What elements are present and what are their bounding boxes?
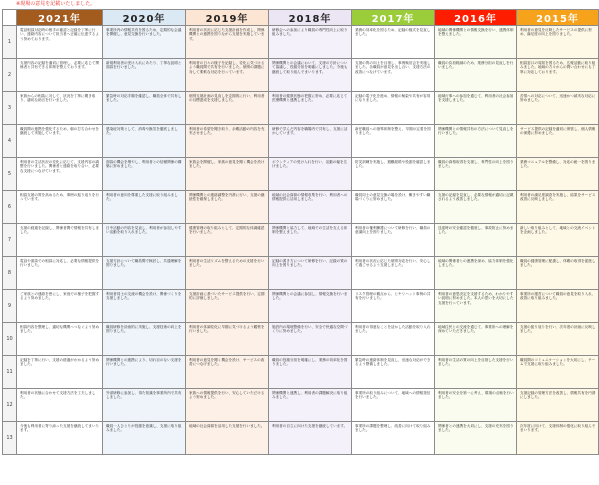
row-number: 5 (3, 158, 17, 191)
year-header-2018: 2018年 (269, 10, 352, 26)
comment-cell: 面談の機会を増やし、利用者との信頼関係の構築に努めました。 (103, 158, 186, 191)
comment-cell: 職員の健康管理に配慮し、休暇の取得を促進しました。 (517, 257, 599, 290)
table-row (3, 323, 599, 356)
row-number: 10 (3, 323, 17, 356)
yearly-comments-table (2, 9, 599, 455)
comment-cell: 地域の社会資源を活用した支援を行いました。 (186, 422, 269, 455)
table-row (3, 158, 599, 191)
comment-cell: 利用者の自立に向けた支援を継続しています。 (269, 422, 352, 455)
comment-cell: 外部研修に参加し、得た知識を事業所内で共有しました。 (103, 389, 186, 422)
comment-cell: 利用者の生活状況の変化に応じて、支援内容の調整を行いました。関係者と連絡を取り合い、必要な支援につなげています。 (17, 158, 103, 191)
year-header-2017: 2017年 (352, 10, 435, 26)
comment-cell: 健康管理の取り組みとして、定期的な体調確認を行いました。 (186, 224, 269, 257)
comment-cell: 今後も利用者に寄り添った支援を継続してまいります。 (17, 422, 103, 455)
year-header-2016: 2016年 (435, 10, 517, 26)
comment-cell: 地域の関係機関との情報交換を行い、連携体制を整えました。 (435, 26, 517, 59)
row-number: 4 (3, 125, 17, 158)
comment-cell: 支援の質の向上を目指し、事例検討会を実施しました。各職員が意見を出し合い、支援方法の改善につなげています。 (352, 59, 435, 92)
comment-cell: 記録の電子化を進め、情報の検索や共有が容易になりました。 (352, 92, 435, 125)
comment-cell: 支援の経過を記録し、関係者間で情報を共有しました。 (17, 224, 103, 257)
comment-cell: 利用者の体調変化に早期に気づけるよう観察を行いました。 (186, 323, 269, 356)
comment-cell: 利用者の得意なことを活かした活動を取り入れました。 (352, 323, 435, 356)
comment-cell: サービス提供の記録を適切に保管し、個人情報の保護に努めました。 (517, 125, 599, 158)
comment-cell: 職員の役割分担を明確にし、業務の効率化を図りました。 (269, 356, 352, 389)
comment-cell: 新任職員への指導体制を整え、早期の定着を図りました。 (352, 125, 435, 158)
comment-cell: 利用者の意見を反映したサービスの提供に努め、満足度の向上を図りました。 (517, 26, 599, 59)
comment-cell: 感染症対策として、消毒や換気を徹底しました。 (103, 125, 186, 158)
header-row (3, 10, 599, 26)
table-row (3, 59, 599, 92)
comment-cell: 利用者の安全を第一に考え、環境の点検を行いました。 (435, 389, 517, 422)
comment-cell: 記録を丁寧に行い、支援の経過がわかるよう努めました。 (17, 356, 103, 389)
comment-cell: 利用者の権利擁護について研修を行い、職員の意識向上を図りました。 (352, 224, 435, 257)
comment-cell: 関係者との連携を大切にし、支援の充実を図りました。 (435, 422, 517, 455)
row-number: 7 (3, 224, 17, 257)
comment-cell: 地域の社会資源の情報収集を行い、利用者への情報提供に活用しました。 (269, 191, 352, 224)
comment-cell: 研修で学んだ内容を職場内で共有し、支援に活かしています。 (269, 125, 352, 158)
comment-cell: 日中活動の内容を見直し、利用者が参加しやすい活動を取り入れました。 (103, 224, 186, 257)
comment-cell: 事業所の課題を整理し、改善に向けて取り組みました。 (352, 422, 435, 455)
comment-cell: 緊急時の連絡体制を見直し、迅速な対応ができるよう整備しました。 (352, 356, 435, 389)
comment-cell: 家族への情報提供を行い、安心していただけるよう努めました。 (186, 389, 269, 422)
comment-cell: 利用者の生活の質の向上を目指した支援を行いました。 (435, 356, 517, 389)
comment-cell: 支援の振り返りを行い、次年度の計画に反映しました。 (517, 323, 599, 356)
comment-cell: 関係機関との連絡調整を円滑に行い、支援の継続性を確保しました。 (186, 191, 269, 224)
comment-cell: 関係機関との会議において、支援の方針について協議し、役割分担を明確にしました。今後も継続して取り組んでまいります。 (269, 59, 352, 92)
comment-cell: 利用者の日々の様子を記録し、変化に気づけるよう職員間で共有を行いました。個別の課題に対して柔軟な対応を行っています。 (186, 59, 269, 92)
comment-cell: 地域行事への参加を通じて、利用者の社会参加を支援しました。 (435, 92, 517, 125)
table-body (3, 26, 599, 455)
comment-cell: 事業所の運営について職員の意見を取り入れ、改善に取り組みました。 (517, 290, 599, 323)
comment-cell: 研修会への参加により職員の専門性向上に取り組みました。 (269, 26, 352, 59)
comment-cell: 利用者同士の交流の機会を設け、関係づくりを支援しました。 (103, 290, 186, 323)
comment-cell: 支援内容の記録を適切に管理し、必要に応じて関係者と共有できる体制を整えております。 (17, 59, 103, 92)
comment-cell: 支援の記録を見直し、必要な情報が適切に記載されるよう改善しました。 (435, 191, 517, 224)
comment-cell: 家族会を開催し、家族の意見を聞く機会を設けました。 (186, 158, 269, 191)
comment-cell: 利用者の生活リズムを整えるための支援を行いました。 (186, 257, 269, 290)
comment-cell: ご家族との連絡を密にし、家庭での様子を把握するよう努めました。 (17, 290, 103, 323)
table-row (3, 356, 599, 389)
comment-cell: 支援方針について職員間で検討し、共通理解を図りました。 (103, 257, 186, 290)
year-header-2021: 2021年 (17, 10, 103, 26)
comment-cell: 職員間のコミュニケーションを大切にし、チームで支援に取り組みました。 (517, 356, 599, 389)
table-row (3, 224, 599, 257)
table-row (3, 125, 599, 158)
comment-cell: 利用者の状況に応じた個別対応を行い、安心して過ごせるよう支援しました。 (352, 257, 435, 290)
comment-cell: 緊急時の対応手順を確認し、職員全体で共有しました。 (103, 92, 186, 125)
comment-cell: 施設内の環境整備を行い、安全で快適な空間づくりに努めました。 (269, 323, 352, 356)
comment-cell: 新規利用者の受け入れにあたり、丁寧な説明と面談を行いました。 (103, 59, 186, 92)
comment-cell: 電話や面談での相談に対応し、必要な情報提供を行いました。 (17, 257, 103, 290)
table-row (3, 290, 599, 323)
row-number: 8 (3, 257, 17, 290)
comment-cell: 職員の負担軽減のため、業務分担の見直しを行いました。 (435, 59, 517, 92)
comment-cell: 次年度に向けて、支援体制の強化に取り組んでまいります。 (517, 422, 599, 455)
row-number: 6 (3, 191, 17, 224)
table-row (3, 389, 599, 422)
comment-cell: 職員間の連携を強化するため、朝の打ち合わせを継続して実施しています。 (17, 125, 103, 158)
comment-cell: 苦情への対応について、迅速かつ誠実な対応に努めました。 (517, 92, 599, 125)
comment-cell: 職員一人ひとりが役割を意識し、支援に取り組みました。 (103, 422, 186, 455)
comment-cell: 新しい取り組みとして、地域との交流イベントを企画しました。 (517, 224, 599, 257)
table-row (3, 191, 599, 224)
comment-cell: 職員の資格取得を支援し、専門性の向上を図りました。 (435, 158, 517, 191)
corner-header (3, 10, 17, 26)
year-header-2020: 2020年 (103, 10, 186, 26)
row-number: 11 (3, 356, 17, 389)
comment-cell: 利用者の意向を尊重した支援に取り組みました。 (103, 191, 186, 224)
comment-cell: 電話相談対応時の相手の確認と記録を丁寧に行い、連絡内容について担当者へ正確に伝達するよう努めております。 (17, 26, 103, 59)
comment-cell: 事業所内の情報共有を図るため、定期的な会議を開催し、意見交換を行いました。 (103, 26, 186, 59)
comment-cell: 関係機関と協力して、地域での生活を支える体制を整えました。 (269, 224, 352, 257)
comment-cell: 利用者の状態に合わせて支援方法を工夫しました。 (17, 389, 103, 422)
row-number: 13 (3, 422, 17, 455)
comment-cell: 事業所の取り組みについて、地域への情報発信を行いました。 (352, 389, 435, 422)
comment-cell: ボランティアの受け入れを行い、活動の幅を広げました。 (269, 158, 352, 191)
comment-cell: 関係機関との会議に参加し、情報交換を行いました。 (269, 290, 352, 323)
row-number: 9 (3, 290, 17, 323)
year-header-2015: 2015年 (517, 10, 599, 26)
row-number: 2 (3, 59, 17, 92)
comment-cell: 地域住民との交流を通じて、事業所への理解を深めていただきました。 (435, 323, 517, 356)
comment-cell: 支援計画に基づいたサービス提供を行い、定期的に評価しました。 (186, 290, 269, 323)
table-row (3, 257, 599, 290)
comment-cell: 業務マニュアルを整備し、対応の統一を図りました。 (517, 158, 599, 191)
comment-cell: 利用者の健康状態の把握に努め、必要に応じて医療機関と連携しました。 (269, 92, 352, 125)
comment-cell: リスク管理の観点から、ヒヤリハット事例の共有を行いました。 (352, 290, 435, 323)
note-text: ※現場の意見を記載いたしました。 (16, 1, 96, 7)
row-number: 12 (3, 389, 17, 422)
comment-cell: 職員研修を計画的に実施し、支援技術の向上を図りました。 (103, 323, 186, 356)
comment-cell: 業務の効率化を図るため、記録の様式を見直しました。 (352, 26, 435, 59)
comment-cell: 送迎時の安全確認を徹底し、事故防止に努めました。 (435, 224, 517, 257)
row-number: 3 (3, 92, 17, 125)
comment-cell: 利用者の希望を聞き取り、余暇活動の内容を充実させました。 (186, 125, 269, 158)
comment-cell: 利用者の状況に応じた支援計画を作成し、関係機関との連携を図りながら支援を実施しています。 (186, 26, 269, 59)
comment-cell: 個別支援計画の見直しを定期的に行い、利用者の目標達成を支援しました。 (186, 92, 269, 125)
comment-cell: 職員同士の意見交換の場を設け、働きやすい職場づくりに努めました。 (352, 191, 435, 224)
comment-cell: 利用者の意見を聞く機会を設け、サービスの改善につなげました。 (186, 356, 269, 389)
comment-cell: 相談内容を整理し、適切な機関へつなぐよう努めました。 (17, 323, 103, 356)
comment-cell: 相談支援の質を高めるため、事例の振り返りを行っています。 (17, 191, 103, 224)
table-row (3, 26, 599, 59)
comment-cell: 記録の書き方について研修を行い、記録の質の向上を図りました。 (269, 257, 352, 290)
table-row (3, 422, 599, 455)
comment-cell: 関係機関との連携により、切れ目のない支援を行いました。 (103, 356, 186, 389)
year-header-2019: 2019年 (186, 10, 269, 26)
comment-cell: 防災訓練を実施し、避難経路や役割を確認しました。 (352, 158, 435, 191)
row-number: 1 (3, 26, 17, 59)
comment-cell: 利用者の満足度調査を実施し、結果をサービス改善に反映しました。 (517, 191, 599, 224)
comment-cell: 関係機関との情報共有の方法について見直しを行いました。 (435, 125, 517, 158)
comment-cell: 関係機関と連携し、利用者の課題解決に取り組みました。 (269, 389, 352, 422)
comment-cell: 利用者の意思決定を支援するため、わかりやすい説明に努めました。本人の思いを大切にした支援を行っています。 (435, 290, 517, 323)
comment-cell: 地域の関係者との連携を深め、協力体制を強化しました。 (435, 257, 517, 290)
comment-cell: 相談窓口の周知を図るため、広報活動に取り組みました。地域の方々からの問い合わせにも丁寧に対応しております。 (517, 59, 599, 92)
table-row (3, 92, 599, 125)
comment-cell: 家族からの相談に対して、状況を丁寧に聞き取り、適切な助言を行いました。 (17, 92, 103, 125)
comment-cell: 支援記録の管理方法を改善し、情報共有を円滑にしました。 (517, 389, 599, 422)
